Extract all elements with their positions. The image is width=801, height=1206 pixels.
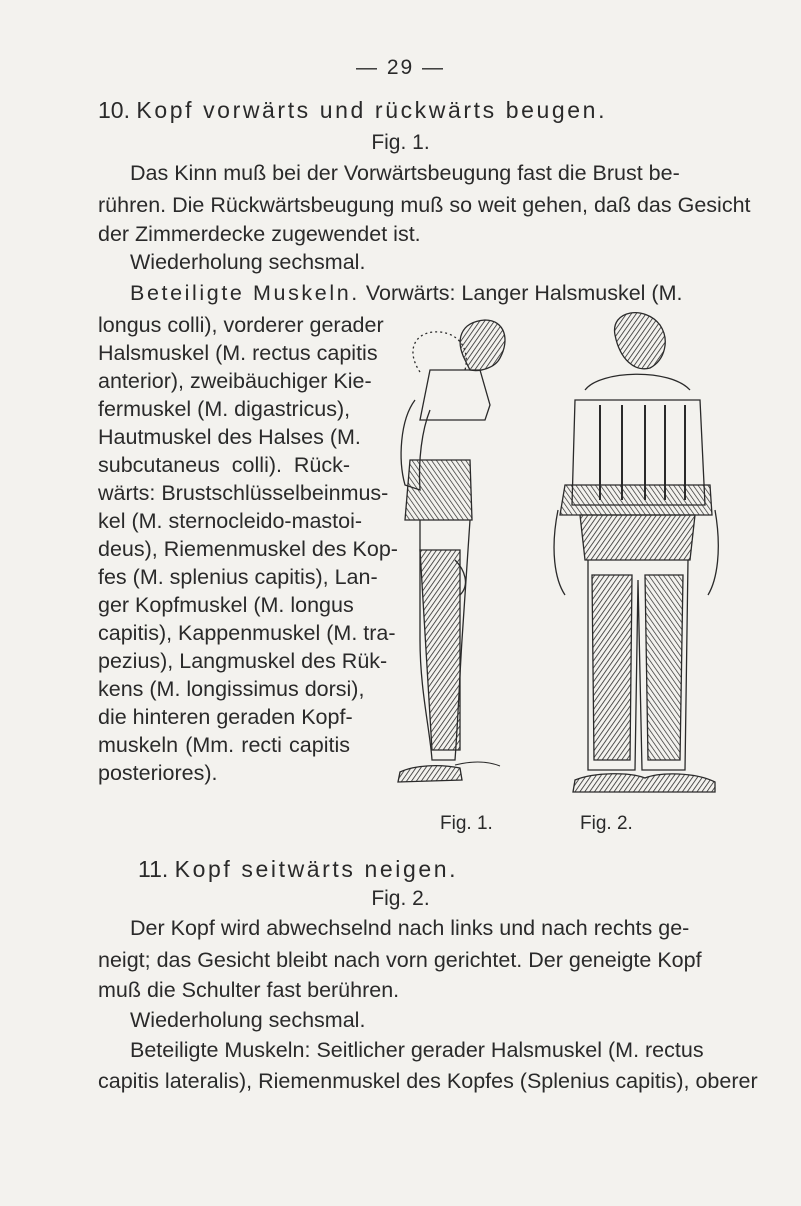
section-11-fig-ref: Fig. 2.	[371, 887, 430, 910]
section-10-column-text	[98, 313, 398, 791]
figure-2-caption: Fig. 2.	[580, 813, 633, 834]
section-10-heading	[98, 97, 607, 124]
section-11-line-1: Der Kopf wird abwechselnd nach links und nach rechts ge-	[130, 916, 690, 940]
column-line: die hinteren geraden Kopf-	[98, 705, 353, 729]
figure-block	[360, 310, 800, 840]
column-line: posteriores).	[98, 761, 218, 785]
section-10-muscles-first: Vorwärts: Langer Halsmuskel (M.	[365, 281, 683, 305]
figure-1-caption: Fig. 1.	[440, 813, 493, 834]
exercise-figures-illustration	[360, 310, 800, 840]
column-line: anterior), zweibäuchiger Kie-	[98, 369, 372, 393]
section-11-repeat: Wiederholung sechsmal.	[130, 1008, 366, 1032]
section-11-muscles-label: Beteiligte Muskeln:	[130, 1038, 311, 1062]
section-11-line-2: neigt; das Gesicht bleibt nach vorn gerichtet. Der geneigte Kopf	[98, 948, 702, 972]
column-line: pezius), Langmuskel des Rük-	[98, 649, 388, 673]
section-11-muscles-rest: Seitlicher gerader Halsmuskel (M. rectus	[316, 1038, 704, 1062]
column-line: kens (M. longissimus dorsi),	[98, 677, 365, 701]
page-number: — 29 —	[355, 56, 446, 79]
section-11-muscles-line-2: capitis lateralis), Riemenmuskel des Kopfes (Splenius capitis), oberer	[98, 1069, 758, 1093]
section-10-muscles-line	[130, 283, 682, 305]
column-line: capitis), Kappenmuskel (M. tra-	[98, 621, 396, 645]
section-10-number: 10.	[98, 97, 130, 123]
section-10-line-1: Das Kinn muß bei der Vorwärtsbeugung fast die Brust be-	[130, 161, 680, 185]
column-line: longus colli), vorderer gerader	[98, 313, 384, 337]
column-line: ger Kopfmuskel (M. longus	[98, 593, 354, 617]
column-line: deus), Riemenmuskel des Kop-	[98, 537, 398, 561]
figure-2-drawing	[554, 313, 718, 792]
column-line: fes (M. splenius capitis), Lan-	[98, 565, 378, 589]
column-line: Hautmuskel des Halses (M.	[98, 425, 361, 449]
section-11-number: 11.	[138, 856, 169, 882]
section-10-line-3: der Zimmerdecke zugewendet ist.	[98, 222, 421, 246]
column-line: wärts: Brustschlüsselbeinmus-	[98, 481, 389, 505]
section-10-line-2: rühren. Die Rückwärtsbeugung muß so weit gehen, daß das Gesicht	[98, 193, 751, 217]
column-line: Halsmuskel (M. rectus capitis	[98, 341, 378, 365]
column-line: kel (M. sternocleido-mastoi-	[98, 509, 363, 533]
section-11-title: Kopf seitwärts neigen.	[174, 856, 459, 882]
section-10-fig-ref: Fig. 1.	[371, 131, 430, 154]
column-line: fermuskel (M. digastricus),	[98, 397, 351, 421]
section-11-line-3: muß die Schulter fast berühren.	[98, 978, 400, 1002]
section-11-heading	[138, 856, 458, 883]
column-line: muskeln (Mm. recti capitis	[98, 733, 350, 757]
column-line: subcutaneus colli). Rück-	[98, 453, 350, 477]
section-11-muscles-line	[130, 1040, 704, 1062]
section-10-title: Kopf vorwärts und rückwärts beugen.	[136, 97, 608, 123]
section-10-muscles-label: Beteiligte Muskeln.	[130, 281, 360, 305]
figure-1-drawing	[398, 320, 505, 782]
section-10-repeat: Wiederholung sechsmal.	[130, 250, 366, 274]
